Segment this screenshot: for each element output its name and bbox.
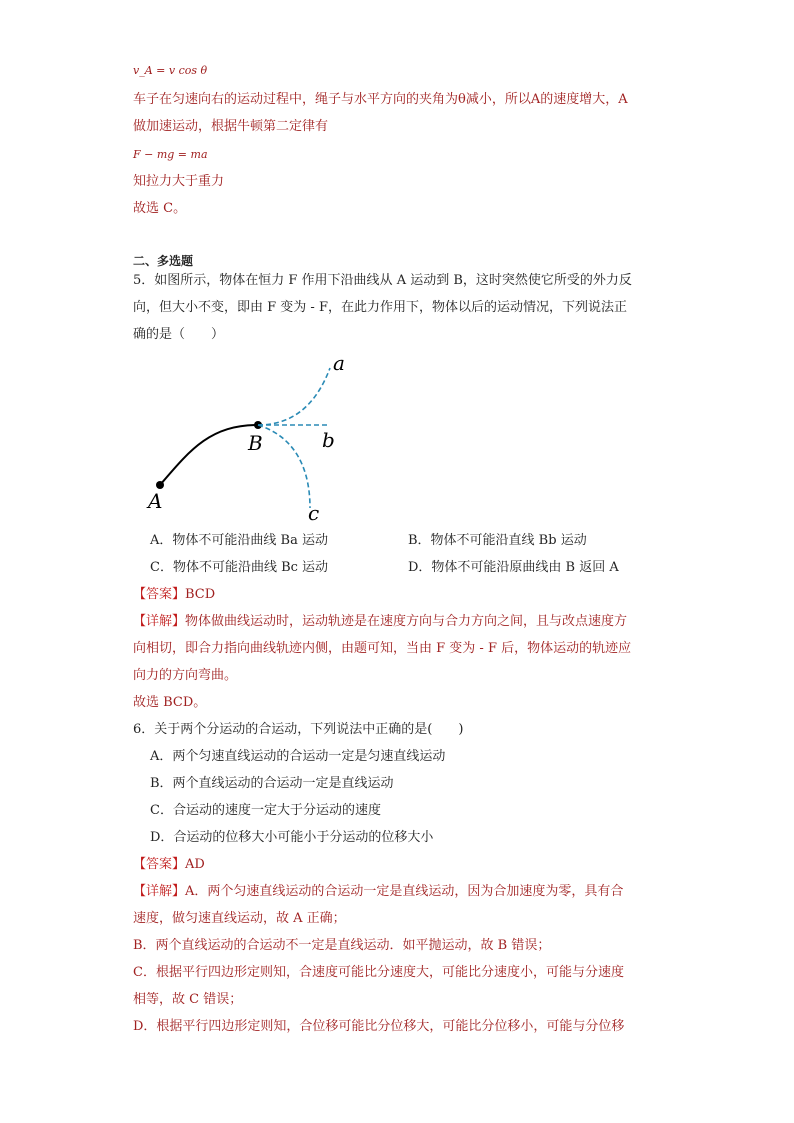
q6-detail-c-2: 相等，故 C 错误； (133, 992, 243, 1007)
q5-detail-tag: 【详解】 (133, 614, 186, 629)
q6-option-c: C．合运动的速度一定大于分运动的速度 (150, 803, 381, 818)
q6-detail-b: B．两个直线运动的合运动不一定是直线运动．如平抛运动，故 B 错误； (133, 938, 551, 953)
q6-stem: 6．关于两个分运动的合运动，下列说法中正确的是( ) (133, 722, 464, 737)
solution-choice: 故选 C。 (133, 201, 187, 216)
q5-stem-3: 确的是（ ） (133, 327, 225, 342)
q5-choice: 故选 BCD。 (133, 695, 207, 710)
q6-option-a: A．两个匀速直线运动的合运动一定是匀速直线运动 (150, 749, 446, 764)
q6-answer-value: AD (185, 857, 205, 872)
q6-detail-d-1: D．根据平行四边形定则知，合位移可能比分位移大，可能比分位移小，可能与分位移 (133, 1019, 625, 1034)
q5-stem-2: 向，但大小不变，即由 F 变为 - F，在此力作用下，物体以后的运动情况，下列说法正 (133, 300, 627, 315)
solution-text-2: 做加速运动，根据牛顿第二定律有 (133, 119, 329, 134)
point-A (156, 481, 164, 489)
formula-newton: F − mg = ma (133, 148, 208, 161)
q5-option-b: B．物体不可能沿直线 Bb 运动 (408, 533, 587, 548)
formula-va: v_A = v cos θ (133, 64, 208, 77)
solution-text-3: 知拉力大于重力 (133, 174, 225, 189)
q5-detail-text-1: 物体做曲线运动时，运动轨迹是在速度方向与合力方向之间，且与改点速度方 (185, 614, 628, 629)
q5-option-a: A．物体不可能沿曲线 Ba 运动 (150, 533, 328, 548)
q5-stem-1: 5．如图所示，物体在恒力 F 作用下沿曲线从 A 运动到 B，这时突然使它所受的外力反 (133, 273, 632, 288)
q5-detail-3: 向力的方向弯曲。 (133, 668, 238, 683)
label-B: B (248, 431, 263, 455)
label-b: b (322, 428, 335, 452)
q5-detail-1 (133, 613, 627, 631)
q6-answer (133, 856, 205, 874)
curve-Bc (258, 425, 310, 508)
q6-detail-a-2: 速度，做匀速直线运动，故 A 正确； (133, 911, 346, 926)
q6-option-b: B．两个直线运动的合运动一定是直线运动 (150, 776, 394, 791)
label-A: A (148, 489, 163, 513)
label-c: c (308, 501, 320, 522)
q5-option-d: D．物体不可能沿原曲线由 B 返回 A (408, 560, 619, 575)
q6-detail-tag: 【详解】 (133, 884, 186, 899)
q6-detail-a-text: A．两个匀速直线运动的合运动一定是直线运动，因为合加速度为零，具有合 (185, 884, 624, 899)
section-title: 二、多选题 (133, 254, 194, 268)
q6-detail-a-1 (133, 883, 623, 901)
label-a: a (333, 351, 345, 375)
curve-AB (160, 425, 258, 485)
q5-answer (133, 586, 215, 604)
curve-Ba (258, 368, 330, 425)
q5-answer-value: BCD (185, 587, 216, 602)
q6-option-d: D．合运动的位移大小可能小于分运动的位移大小 (150, 830, 434, 845)
q5-option-c: C．物体不可能沿曲线 Bc 运动 (150, 560, 329, 575)
q5-trajectory-figure (140, 350, 360, 522)
q6-detail-c-1: C．根据平行四边形定则知，合速度可能比分速度大，可能比分速度小，可能与分速度 (133, 965, 624, 980)
q6-answer-tag: 【答案】 (133, 857, 186, 872)
q5-answer-tag: 【答案】 (133, 587, 186, 602)
solution-text-1: 车子在匀速向右的运动过程中，绳子与水平方向的夹角为θ减小，所以A的速度增大，A (133, 92, 628, 107)
q5-detail-2: 向相切，即合力指向曲线轨迹内侧，由题可知，当由 F 变为 - F 后，物体运动的轨迹应 (133, 641, 632, 656)
